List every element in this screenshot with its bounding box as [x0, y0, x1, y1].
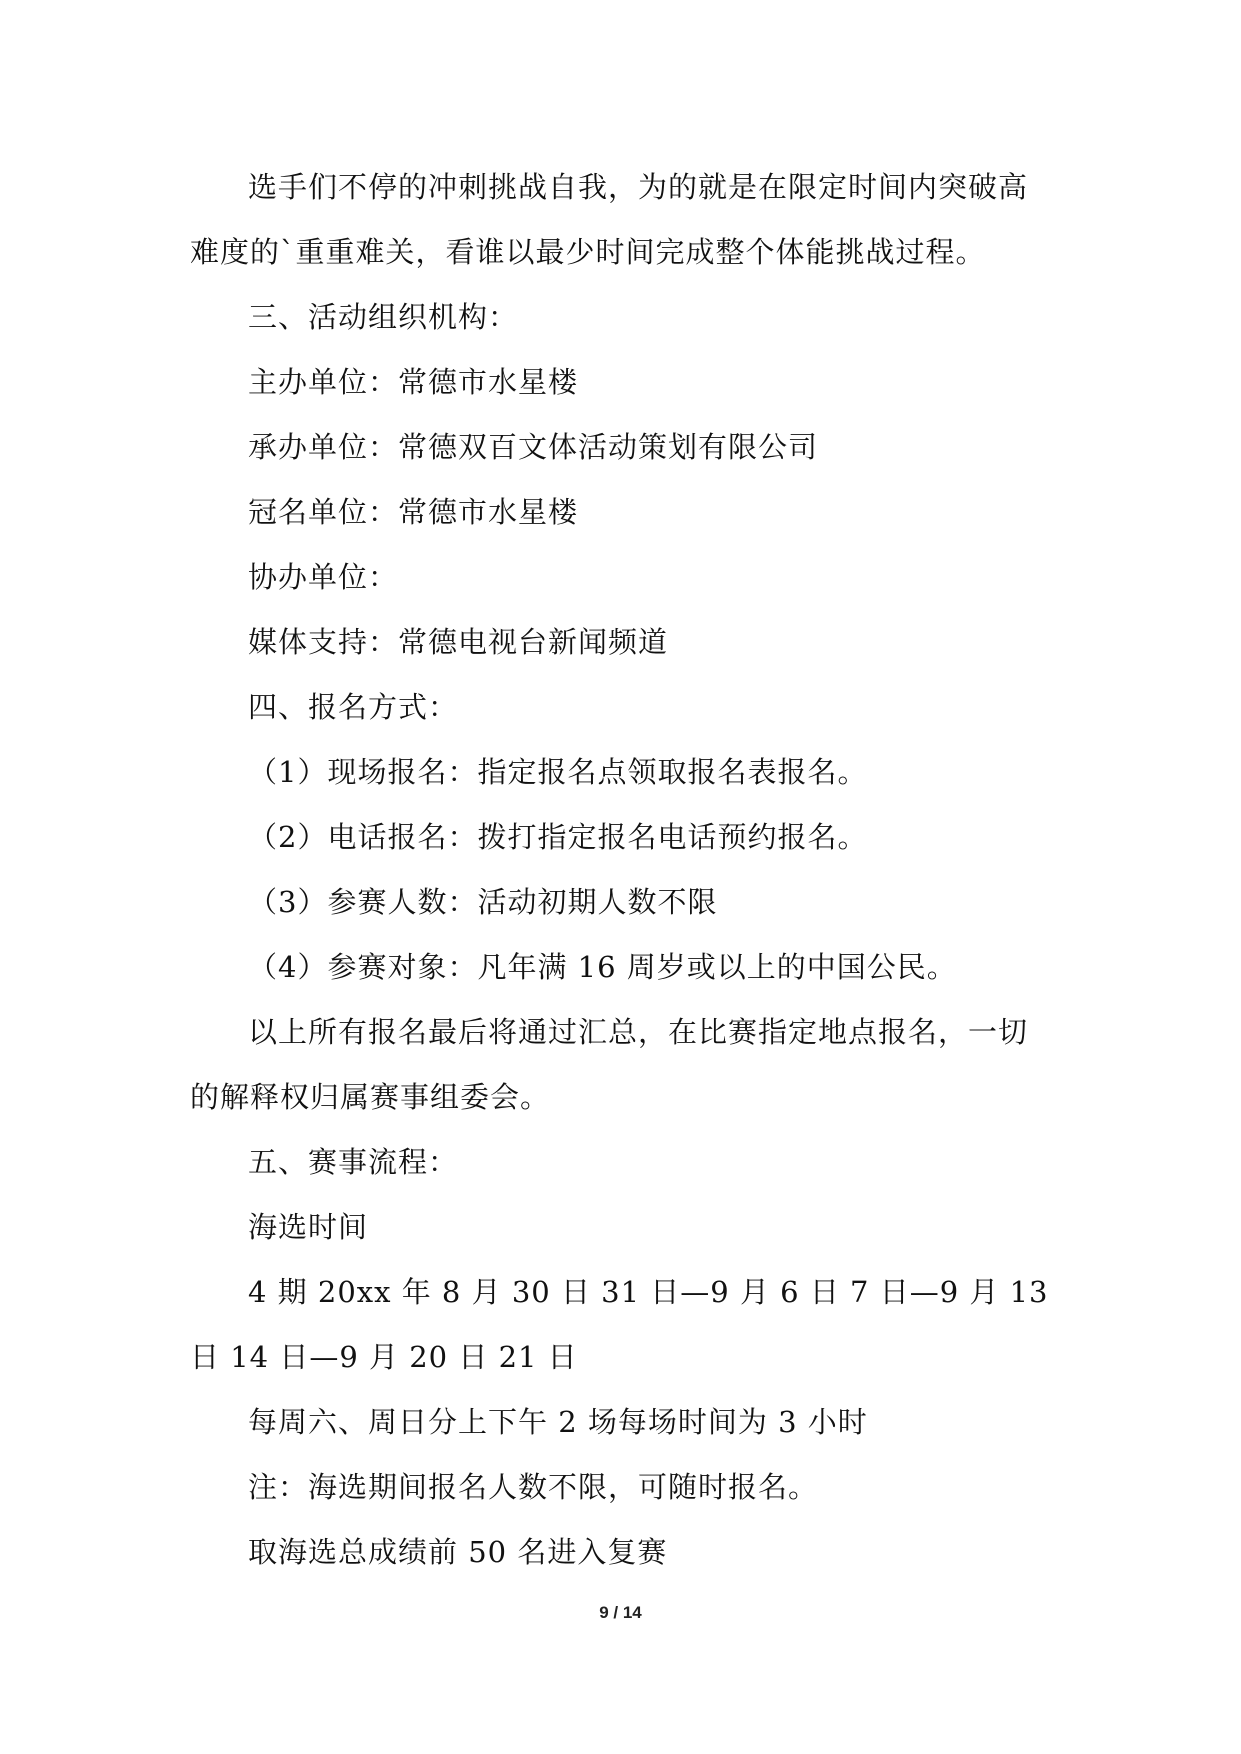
paragraph-media-support: 媒体支持：常德电视台新闻频道 — [248, 625, 669, 659]
page-number: 9 / 14 — [599, 1603, 642, 1622]
paragraph-semifinal-rule: 取海选总成绩前 50 名进入复赛 — [248, 1535, 668, 1569]
paragraph-registration-summary: 以上所有报名最后将通过汇总，在比赛指定地点报名，一切的解释权归属赛事组委会。 — [190, 1015, 1029, 1114]
paragraph-audition-dates: 4 期 20xx 年 8 月 30 日 31 日—9 月 6 日 7 日—9 月 13 日 14 日—9 月 20 日 21 日 — [190, 1275, 1049, 1374]
paragraph-intro: 选手们不停的冲刺挑战自我，为的就是在限定时间内突破高难度的`重重难关，看谁以最少时间完成整个体能挑战过程。 — [190, 170, 1029, 269]
paragraph-participant-count: （3）参赛人数：活动初期人数不限 — [248, 885, 718, 919]
paragraph-session-schedule: 每周六、周日分上下午 2 场每场时间为 3 小时 — [248, 1405, 868, 1439]
paragraph-co-organizer: 协办单位： — [248, 560, 399, 594]
paragraph-title-sponsor: 冠名单位：常德市水星楼 — [248, 495, 579, 529]
paragraph-audition-note: 注：海选期间报名人数不限，可随时报名。 — [248, 1470, 819, 1504]
paragraph-organizer: 主办单位：常德市水星楼 — [248, 365, 579, 399]
paragraph-phone-registration: （2）电话报名：拨打指定报名电话预约报名。 — [248, 820, 868, 854]
paragraph-onsite-registration: （1）现场报名：指定报名点领取报名表报名。 — [248, 755, 868, 789]
paragraph-audition-time-label: 海选时间 — [248, 1210, 369, 1244]
section-heading-organization: 三、活动组织机构： — [248, 300, 519, 334]
document-body — [190, 155, 1055, 1585]
section-heading-registration: 四、报名方式： — [248, 690, 459, 724]
paragraph-participant-eligibility: （4）参赛对象：凡年满 16 周岁或以上的中国公民。 — [248, 950, 957, 984]
paragraph-undertaker: 承办单位：常德双百文体活动策划有限公司 — [248, 430, 819, 464]
section-heading-process: 五、赛事流程： — [248, 1145, 459, 1179]
